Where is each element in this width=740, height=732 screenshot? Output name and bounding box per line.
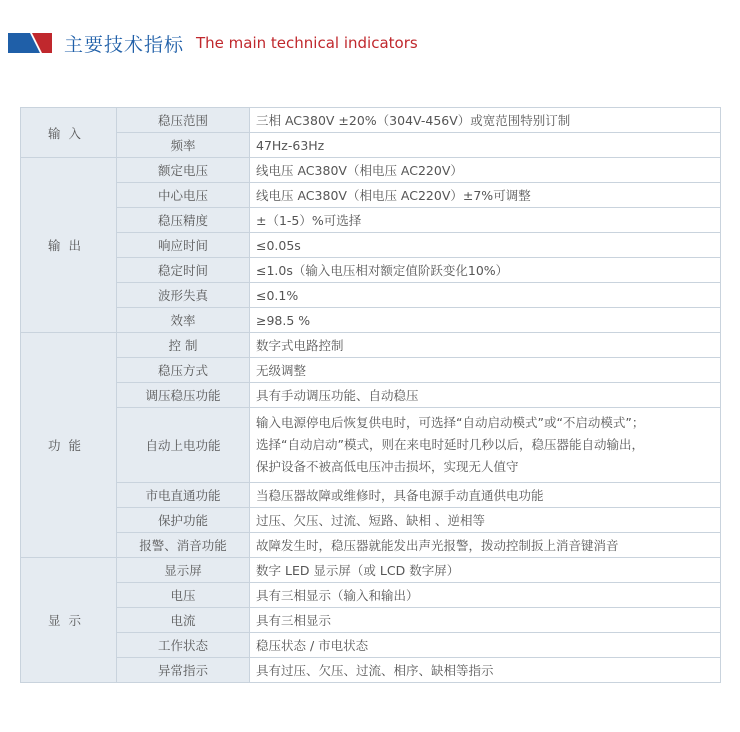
row-value: 稳压状态 / 市电状态 xyxy=(250,633,721,658)
row-value: 47Hz-63Hz xyxy=(250,133,721,158)
table-row xyxy=(21,658,721,683)
table-row xyxy=(21,208,721,233)
row-label: 工作状态 xyxy=(117,633,250,658)
table-row xyxy=(21,408,721,483)
row-label: 异常指示 xyxy=(117,658,250,683)
row-value: 具有三相显示 xyxy=(250,608,721,633)
row-label: 效率 xyxy=(117,308,250,333)
row-label: 控 制 xyxy=(117,333,250,358)
table-row xyxy=(21,183,721,208)
group-label: 显示 xyxy=(21,558,117,683)
table-row xyxy=(21,333,721,358)
table-row xyxy=(21,558,721,583)
row-label: 市电直通功能 xyxy=(117,483,250,508)
row-value: 数字式电路控制 xyxy=(250,333,721,358)
row-value: 三相 AC380V ±20%（304V-456V）或宽范围特别订制 xyxy=(250,108,721,133)
group-label: 输出 xyxy=(21,158,117,333)
row-label: 中心电压 xyxy=(117,183,250,208)
title-english: The main technical indicators xyxy=(196,34,418,52)
row-value: ≤0.1% xyxy=(250,283,721,308)
row-label: 波形失真 xyxy=(117,283,250,308)
row-label: 调压稳压功能 xyxy=(117,383,250,408)
table-row xyxy=(21,383,721,408)
section-header xyxy=(8,30,418,56)
row-value: 当稳压器故障或维修时，具备电源手动直通供电功能 xyxy=(250,483,721,508)
row-value: 数字 LED 显示屏（或 LCD 数字屏） xyxy=(250,558,721,583)
row-label: 电压 xyxy=(117,583,250,608)
spec-table xyxy=(20,107,721,683)
table-row xyxy=(21,258,721,283)
row-label: 显示屏 xyxy=(117,558,250,583)
row-value: ≤0.05s xyxy=(250,233,721,258)
row-label: 响应时间 xyxy=(117,233,250,258)
row-value: 故障发生时，稳压器就能发出声光报警，拨动控制扳上消音键消音 xyxy=(250,533,721,558)
table-row xyxy=(21,583,721,608)
table-row xyxy=(21,108,721,133)
row-value: 具有手动调压功能、自动稳压 xyxy=(250,383,721,408)
table-row xyxy=(21,483,721,508)
row-value: 过压、欠压、过流、短路、缺相 、逆相等 xyxy=(250,508,721,533)
row-label: 报警、消音功能 xyxy=(117,533,250,558)
group-label: 功能 xyxy=(21,333,117,558)
title-chinese: 主要技术指标 xyxy=(64,33,185,56)
row-value: ≤1.0s（输入电压相对额定值阶跃变化10%） xyxy=(250,258,721,283)
row-label: 稳压方式 xyxy=(117,358,250,383)
spec-table-body xyxy=(21,108,721,683)
row-value: 线电压 AC380V（相电压 AC220V） xyxy=(250,158,721,183)
row-value: 具有过压、欠压、过流、相序、缺相等指示 xyxy=(250,658,721,683)
row-value: ≥98.5 % xyxy=(250,308,721,333)
table-row xyxy=(21,283,721,308)
table-row xyxy=(21,158,721,183)
row-label: 额定电压 xyxy=(117,158,250,183)
table-row xyxy=(21,233,721,258)
row-label: 电流 xyxy=(117,608,250,633)
table-row xyxy=(21,133,721,158)
row-label: 稳压范围 xyxy=(117,108,250,133)
group-label: 输入 xyxy=(21,108,117,158)
table-row xyxy=(21,508,721,533)
table-row xyxy=(21,308,721,333)
row-value: 输入电源停电后恢复供电时，可选择“自动启动模式”或“不启动模式”； 选择“自动启动”模式，则在来电时延时几秒以后，稳压器能自动输出， 保护设备不被高低电压冲击损坏，实现无人值守 xyxy=(250,408,721,483)
brand-logo-icon xyxy=(8,33,52,53)
row-value: 无级调整 xyxy=(250,358,721,383)
table-row xyxy=(21,633,721,658)
row-label: 稳定时间 xyxy=(117,258,250,283)
row-label: 自动上电功能 xyxy=(117,408,250,483)
table-row xyxy=(21,608,721,633)
table-row xyxy=(21,358,721,383)
row-value: 具有三相显示（输入和输出） xyxy=(250,583,721,608)
row-value: ±（1-5）%可选择 xyxy=(250,208,721,233)
row-label: 保护功能 xyxy=(117,508,250,533)
row-label: 稳压精度 xyxy=(117,208,250,233)
table-row xyxy=(21,533,721,558)
row-label: 频率 xyxy=(117,133,250,158)
row-value: 线电压 AC380V（相电压 AC220V）±7%可调整 xyxy=(250,183,721,208)
